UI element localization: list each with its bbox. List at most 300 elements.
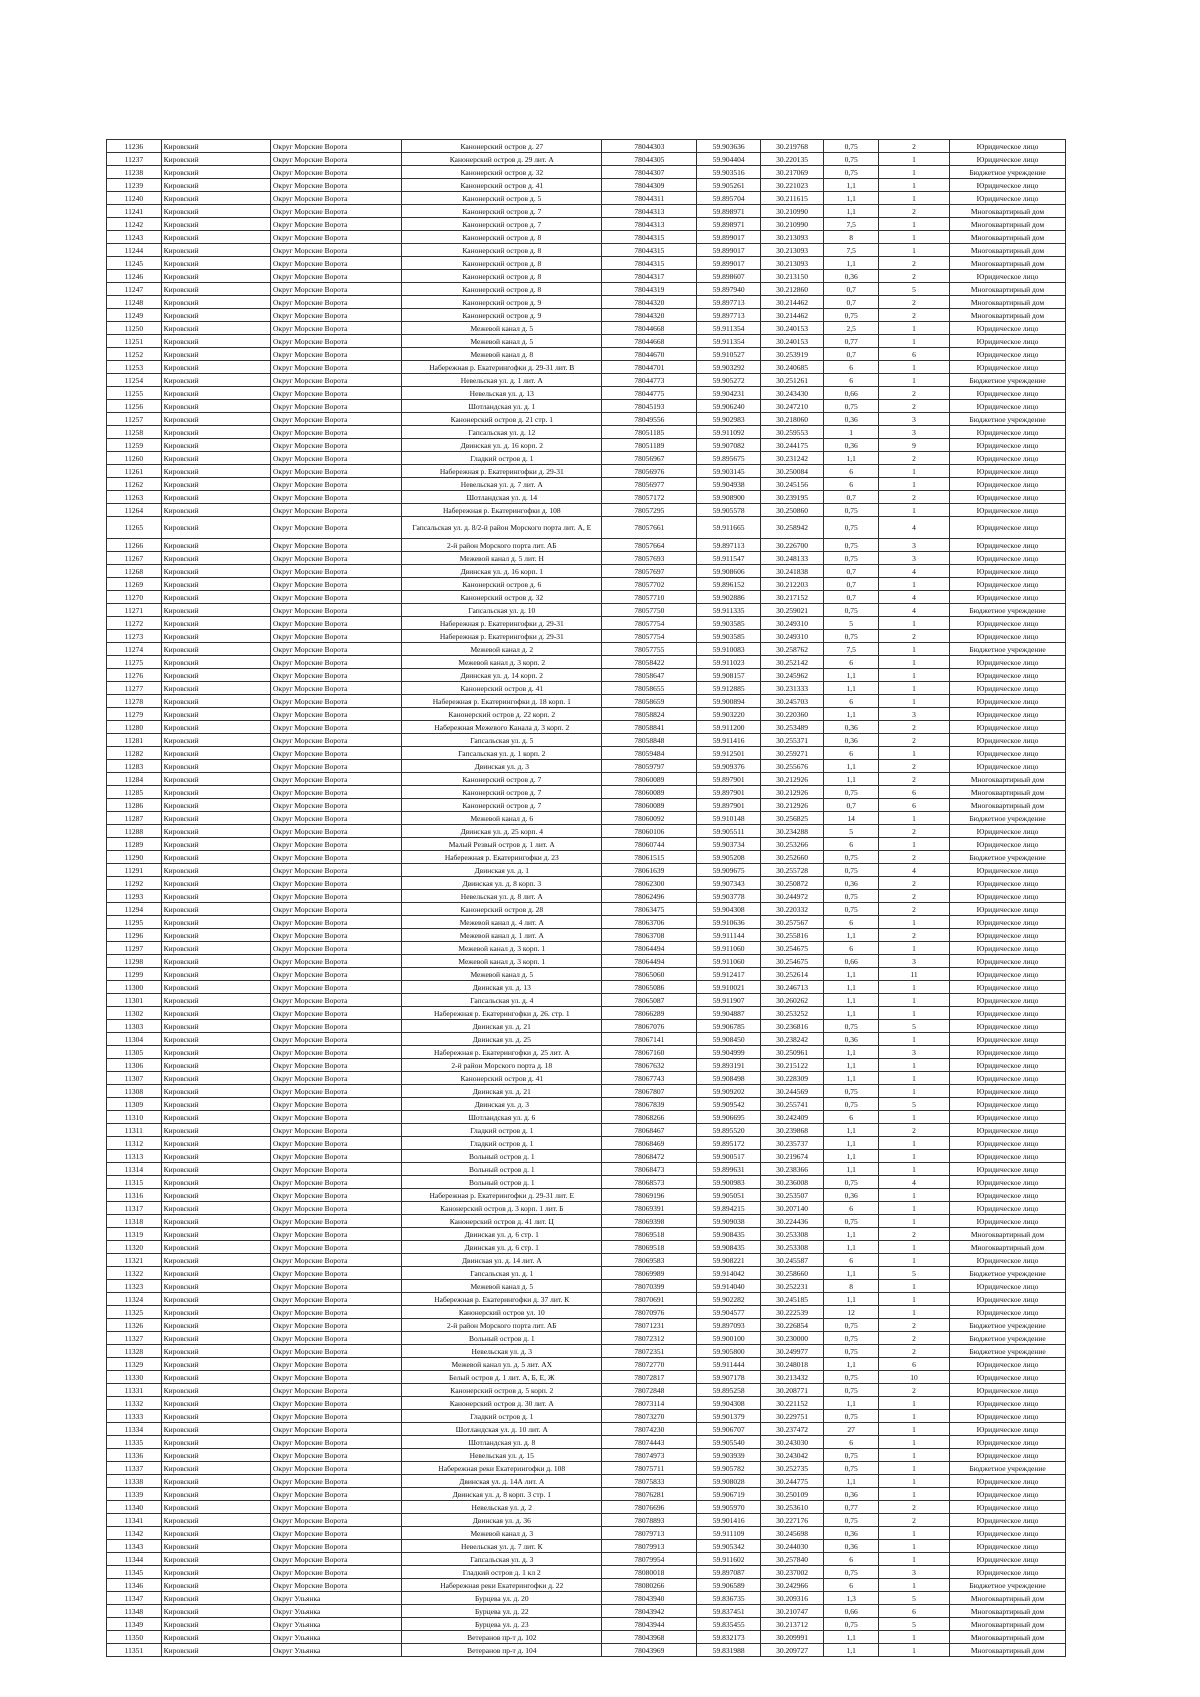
type-cell: Юридическое лицо [950,140,1066,153]
longitude-cell: 30.252735 [760,1462,823,1475]
count-cell: 1 [878,1436,949,1449]
volume-cell: 0,36 [824,877,879,890]
row-number-cell: 11349 [107,1618,162,1631]
table-row [107,1553,1066,1566]
table-row [107,630,1066,643]
latitude-cell: 59.897940 [697,283,760,296]
municipality-cell: Округ Морские Ворота [271,656,402,669]
address-cell: Канонерский остров д. 22 корп. 2 [402,708,602,721]
municipality-cell: Округ Морские Ворота [271,1501,402,1514]
volume-cell: 1,1 [824,994,879,1007]
type-cell: Юридическое лицо [950,942,1066,955]
type-cell: Многоквартирный дом [950,1618,1066,1631]
table-row [107,890,1066,903]
latitude-cell: 59.906589 [697,1579,760,1592]
longitude-cell: 30.220332 [760,903,823,916]
latitude-cell: 59.895704 [697,192,760,205]
latitude-cell: 59.912417 [697,968,760,981]
cadastre-cell: 78045193 [602,400,697,413]
cadastre-cell: 78078893 [602,1514,697,1527]
district-cell: Кировский [161,825,270,838]
type-cell: Юридическое лицо [950,179,1066,192]
volume-cell: 0,77 [824,335,879,348]
district-cell: Кировский [161,465,270,478]
latitude-cell: 59.906240 [697,400,760,413]
latitude-cell: 59.911060 [697,955,760,968]
district-cell: Кировский [161,179,270,192]
count-cell: 2 [878,1384,949,1397]
cadastre-cell: 78056976 [602,465,697,478]
municipality-cell: Округ Морские Ворота [271,825,402,838]
longitude-cell: 30.253308 [760,1228,823,1241]
cadastre-cell: 78057172 [602,491,697,504]
type-cell: Бюджетное учреждение [950,1319,1066,1332]
latitude-cell: 59.832173 [697,1631,760,1644]
district-cell: Кировский [161,1137,270,1150]
district-cell: Кировский [161,994,270,1007]
district-cell: Кировский [161,669,270,682]
type-cell: Юридическое лицо [950,591,1066,604]
municipality-cell: Округ Морские Ворота [271,799,402,812]
row-number-cell: 11312 [107,1137,162,1150]
address-cell: Двинская ул. д. 6 стр. 1 [402,1228,602,1241]
district-cell: Кировский [161,695,270,708]
address-cell: Межевой канал д. 4 лит. А [402,916,602,929]
type-cell: Юридическое лицо [950,153,1066,166]
address-cell: Двинская ул. д. 8 корп. 3 [402,877,602,890]
address-cell: Канонерский остров д. 30 лит. А [402,1397,602,1410]
latitude-cell: 59.909038 [697,1215,760,1228]
type-cell: Юридическое лицо [950,708,1066,721]
volume-cell: 1,1 [824,1007,879,1020]
row-number-cell: 11281 [107,734,162,747]
row-number-cell: 11302 [107,1007,162,1020]
volume-cell: 5 [824,825,879,838]
volume-cell: 6 [824,695,879,708]
longitude-cell: 30.248133 [760,552,823,565]
cadastre-cell: 78060092 [602,812,697,825]
volume-cell: 0,36 [824,721,879,734]
latitude-cell: 59.899017 [697,231,760,244]
row-number-cell: 11292 [107,877,162,890]
address-cell: Невельская ул. д. 1 лит. А [402,374,602,387]
row-number-cell: 11256 [107,400,162,413]
address-cell: Двинская ул. д. 25 корп. 4 [402,825,602,838]
row-number-cell: 11239 [107,179,162,192]
row-number-cell: 11321 [107,1254,162,1267]
volume-cell: 6 [824,1202,879,1215]
volume-cell: 1,1 [824,1163,879,1176]
longitude-cell: 30.209991 [760,1631,823,1644]
district-cell: Кировский [161,734,270,747]
row-number-cell: 11260 [107,452,162,465]
municipality-cell: Округ Морские Ворота [271,578,402,591]
count-cell: 5 [878,283,949,296]
type-cell: Юридическое лицо [950,1293,1066,1306]
longitude-cell: 30.236008 [760,1176,823,1189]
row-number-cell: 11327 [107,1332,162,1345]
type-cell: Многоквартирный дом [950,205,1066,218]
cadastre-cell: 78044313 [602,218,697,231]
count-cell: 2 [878,721,949,734]
row-number-cell: 11297 [107,942,162,955]
address-cell: Канонерский остров д. 41 [402,682,602,695]
latitude-cell: 59.914042 [697,1267,760,1280]
cadastre-cell: 78058655 [602,682,697,695]
municipality-cell: Округ Морские Ворота [271,400,402,413]
latitude-cell: 59.908900 [697,491,760,504]
municipality-cell: Округ Морские Ворота [271,361,402,374]
table-row [107,643,1066,656]
latitude-cell: 59.907178 [697,1371,760,1384]
count-cell: 1 [878,1163,949,1176]
table-row [107,1371,1066,1384]
longitude-cell: 30.227176 [760,1514,823,1527]
longitude-cell: 30.240153 [760,335,823,348]
count-cell: 1 [878,994,949,1007]
latitude-cell: 59.905051 [697,1189,760,1202]
volume-cell: 6 [824,1553,879,1566]
latitude-cell: 59.908157 [697,669,760,682]
row-number-cell: 11330 [107,1371,162,1384]
table-row [107,153,1066,166]
count-cell: 3 [878,955,949,968]
registry-table-body [107,140,1066,1657]
longitude-cell: 30.209727 [760,1644,823,1657]
count-cell: 2 [878,257,949,270]
type-cell: Юридическое лицо [950,721,1066,734]
latitude-cell: 59.835455 [697,1618,760,1631]
municipality-cell: Округ Морские Ворота [271,643,402,656]
municipality-cell: Округ Морские Ворота [271,1579,402,1592]
longitude-cell: 30.210990 [760,218,823,231]
type-cell: Юридическое лицо [950,968,1066,981]
municipality-cell: Округ Морские Ворота [271,153,402,166]
address-cell: Канонерский остров д. 5 [402,192,602,205]
table-row [107,916,1066,929]
table-row [107,539,1066,552]
district-cell: Кировский [161,166,270,179]
cadastre-cell: 78044315 [602,244,697,257]
address-cell: Гапсальская ул. д. 10 [402,604,602,617]
table-row [107,309,1066,322]
district-cell: Кировский [161,1111,270,1124]
address-cell: Межевой канал д. 1 лит. А [402,929,602,942]
count-cell: 2 [878,1514,949,1527]
cadastre-cell: 78044313 [602,205,697,218]
count-cell: 6 [878,786,949,799]
municipality-cell: Округ Ульянка [271,1618,402,1631]
count-cell: 1 [878,335,949,348]
district-cell: Кировский [161,400,270,413]
longitude-cell: 30.256825 [760,812,823,825]
address-cell: Малый Резвый остров д. 1 лит. А [402,838,602,851]
table-row [107,205,1066,218]
address-cell: Набережная р. Екатерингофки д. 29-31 [402,617,602,630]
cadastre-cell: 78060089 [602,786,697,799]
cadastre-cell: 78076696 [602,1501,697,1514]
cadastre-cell: 78072312 [602,1332,697,1345]
longitude-cell: 30.226700 [760,539,823,552]
longitude-cell: 30.245698 [760,1527,823,1540]
district-cell: Кировский [161,1293,270,1306]
cadastre-cell: 78057755 [602,643,697,656]
count-cell: 5 [878,1098,949,1111]
longitude-cell: 30.212926 [760,786,823,799]
latitude-cell: 59.898607 [697,270,760,283]
count-cell: 3 [878,1046,949,1059]
longitude-cell: 30.219674 [760,1150,823,1163]
longitude-cell: 30.228309 [760,1072,823,1085]
volume-cell: 1,1 [824,1059,879,1072]
district-cell: Кировский [161,257,270,270]
latitude-cell: 59.911665 [697,517,760,539]
row-number-cell: 11284 [107,773,162,786]
table-row [107,812,1066,825]
latitude-cell: 59.911109 [697,1527,760,1540]
volume-cell: 0,66 [824,955,879,968]
row-number-cell: 11333 [107,1410,162,1423]
latitude-cell: 59.905208 [697,851,760,864]
row-number-cell: 11236 [107,140,162,153]
type-cell: Юридическое лицо [950,387,1066,400]
table-row [107,773,1066,786]
longitude-cell: 30.245156 [760,478,823,491]
latitude-cell: 59.897713 [697,309,760,322]
row-number-cell: 11267 [107,552,162,565]
count-cell: 1 [878,1189,949,1202]
row-number-cell: 11279 [107,708,162,721]
table-row [107,1579,1066,1592]
row-number-cell: 11318 [107,1215,162,1228]
row-number-cell: 11242 [107,218,162,231]
row-number-cell: 11299 [107,968,162,981]
district-cell: Кировский [161,1384,270,1397]
count-cell: 1 [878,1579,949,1592]
longitude-cell: 30.259553 [760,426,823,439]
cadastre-cell: 78057664 [602,539,697,552]
count-cell: 4 [878,864,949,877]
count-cell: 2 [878,929,949,942]
volume-cell: 1,1 [824,1072,879,1085]
table-row [107,361,1066,374]
latitude-cell: 59.914040 [697,1280,760,1293]
table-row [107,1618,1066,1631]
type-cell: Юридическое лицо [950,955,1066,968]
table-row [107,322,1066,335]
address-cell: Ветеранов пр-т д. 104 [402,1644,602,1657]
type-cell: Юридическое лицо [950,1150,1066,1163]
cadastre-cell: 78057750 [602,604,697,617]
cadastre-cell: 78060744 [602,838,697,851]
longitude-cell: 30.250860 [760,504,823,517]
municipality-cell: Округ Морские Ворота [271,1436,402,1449]
address-cell: Канонерский остров д. 7 [402,773,602,786]
row-number-cell: 11250 [107,322,162,335]
row-number-cell: 11337 [107,1462,162,1475]
volume-cell: 6 [824,478,879,491]
cadastre-cell: 78044315 [602,231,697,244]
district-cell: Кировский [161,747,270,760]
count-cell: 2 [878,452,949,465]
municipality-cell: Округ Морские Ворота [271,1202,402,1215]
address-cell: Гапсальская ул. д. 5 [402,734,602,747]
address-cell: Двинская ул. д. 8 корп. 3 стр. 1 [402,1488,602,1501]
count-cell: 1 [878,478,949,491]
district-cell: Кировский [161,1189,270,1202]
row-number-cell: 11305 [107,1046,162,1059]
latitude-cell: 59.909376 [697,760,760,773]
volume-cell: 1,1 [824,981,879,994]
table-row [107,682,1066,695]
longitude-cell: 30.253610 [760,1501,823,1514]
type-cell: Юридическое лицо [950,903,1066,916]
address-cell: Гапсальская ул. д. 3 [402,1553,602,1566]
latitude-cell: 59.910527 [697,348,760,361]
cadastre-cell: 78069518 [602,1241,697,1254]
district-cell: Кировский [161,1202,270,1215]
type-cell: Бюджетное учреждение [950,851,1066,864]
municipality-cell: Округ Морские Ворота [271,1553,402,1566]
type-cell: Многоквартирный дом [950,309,1066,322]
row-number-cell: 11276 [107,669,162,682]
cadastre-cell: 78058647 [602,669,697,682]
address-cell: Межевой канал ул. д. 5 лит. АХ [402,1358,602,1371]
address-cell: Канонерский остров д. 28 [402,903,602,916]
volume-cell: 1,1 [824,1293,879,1306]
table-row [107,348,1066,361]
type-cell: Юридическое лицо [950,539,1066,552]
volume-cell: 0,75 [824,1319,879,1332]
address-cell: Гладкий остров д. 1 [402,1137,602,1150]
district-cell: Кировский [161,1358,270,1371]
address-cell: Канонерский остров д. 8 [402,283,602,296]
volume-cell: 0,66 [824,1605,879,1618]
table-row [107,1033,1066,1046]
address-cell: Канонерский остров д. 8 [402,244,602,257]
latitude-cell: 59.908450 [697,1033,760,1046]
district-cell: Кировский [161,1553,270,1566]
type-cell: Юридическое лицо [950,1254,1066,1267]
table-row [107,1228,1066,1241]
type-cell: Юридическое лицо [950,578,1066,591]
row-number-cell: 11262 [107,478,162,491]
latitude-cell: 59.911602 [697,1553,760,1566]
district-cell: Кировский [161,1514,270,1527]
district-cell: Кировский [161,1215,270,1228]
address-cell: Шотландская ул. д. 8 [402,1436,602,1449]
type-cell: Многоквартирный дом [950,218,1066,231]
count-cell: 5 [878,1618,949,1631]
type-cell: Юридическое лицо [950,760,1066,773]
row-number-cell: 11343 [107,1540,162,1553]
district-cell: Кировский [161,1124,270,1137]
district-cell: Кировский [161,799,270,812]
cadastre-cell: 78056977 [602,478,697,491]
longitude-cell: 30.252660 [760,851,823,864]
row-number-cell: 11258 [107,426,162,439]
volume-cell: 8 [824,1280,879,1293]
type-cell: Юридическое лицо [950,1059,1066,1072]
type-cell: Юридическое лицо [950,322,1066,335]
cadastre-cell: 78080266 [602,1579,697,1592]
volume-cell: 0,75 [824,539,879,552]
type-cell: Юридическое лицо [950,1202,1066,1215]
row-number-cell: 11275 [107,656,162,669]
municipality-cell: Округ Морские Ворота [271,786,402,799]
longitude-cell: 30.220360 [760,708,823,721]
table-row [107,1397,1066,1410]
row-number-cell: 11301 [107,994,162,1007]
type-cell: Юридическое лицо [950,617,1066,630]
volume-cell: 0,75 [824,890,879,903]
cadastre-cell: 78061639 [602,864,697,877]
type-cell: Юридическое лицо [950,1163,1066,1176]
type-cell: Юридическое лицо [950,452,1066,465]
type-cell: Многоквартирный дом [950,1631,1066,1644]
district-cell: Кировский [161,1306,270,1319]
count-cell: 1 [878,747,949,760]
address-cell: Набережная реки Екатерингофки д. 108 [402,1462,602,1475]
type-cell: Юридическое лицо [950,1033,1066,1046]
cadastre-cell: 78060106 [602,825,697,838]
table-row [107,734,1066,747]
latitude-cell: 59.911335 [697,604,760,617]
municipality-cell: Округ Морские Ворота [271,192,402,205]
type-cell: Многоквартирный дом [950,231,1066,244]
type-cell: Многоквартирный дом [950,1228,1066,1241]
cadastre-cell: 78043969 [602,1644,697,1657]
row-number-cell: 11280 [107,721,162,734]
latitude-cell: 59.897901 [697,799,760,812]
type-cell: Юридическое лицо [950,1072,1066,1085]
count-cell: 2 [878,491,949,504]
volume-cell: 1 [824,426,879,439]
latitude-cell: 59.911200 [697,721,760,734]
municipality-cell: Округ Морские Ворота [271,773,402,786]
longitude-cell: 30.244775 [760,1475,823,1488]
latitude-cell: 59.912501 [697,747,760,760]
district-cell: Кировский [161,643,270,656]
count-cell: 6 [878,348,949,361]
address-cell: Шотландская ул. д. 14 [402,491,602,504]
longitude-cell: 30.213150 [760,270,823,283]
municipality-cell: Округ Морские Ворота [271,517,402,539]
latitude-cell: 59.912885 [697,682,760,695]
table-row [107,617,1066,630]
municipality-cell: Округ Морские Ворота [271,452,402,465]
cadastre-cell: 78070976 [602,1306,697,1319]
district-cell: Кировский [161,348,270,361]
volume-cell: 1,1 [824,1267,879,1280]
volume-cell: 0,75 [824,903,879,916]
type-cell: Юридическое лицо [950,1020,1066,1033]
address-cell: Набережная р. Екатерингофки д. 29-31 лит. В [402,361,602,374]
count-cell: 1 [878,1254,949,1267]
longitude-cell: 30.255676 [760,760,823,773]
latitude-cell: 59.906785 [697,1020,760,1033]
latitude-cell: 59.893191 [697,1059,760,1072]
address-cell: Двинская ул. д. 1 [402,864,602,877]
municipality-cell: Округ Морские Ворота [271,1033,402,1046]
row-number-cell: 11290 [107,851,162,864]
count-cell: 2 [878,1228,949,1241]
cadastre-cell: 78063708 [602,929,697,942]
latitude-cell: 59.904577 [697,1306,760,1319]
cadastre-cell: 78063475 [602,903,697,916]
table-row [107,578,1066,591]
table-row [107,504,1066,517]
